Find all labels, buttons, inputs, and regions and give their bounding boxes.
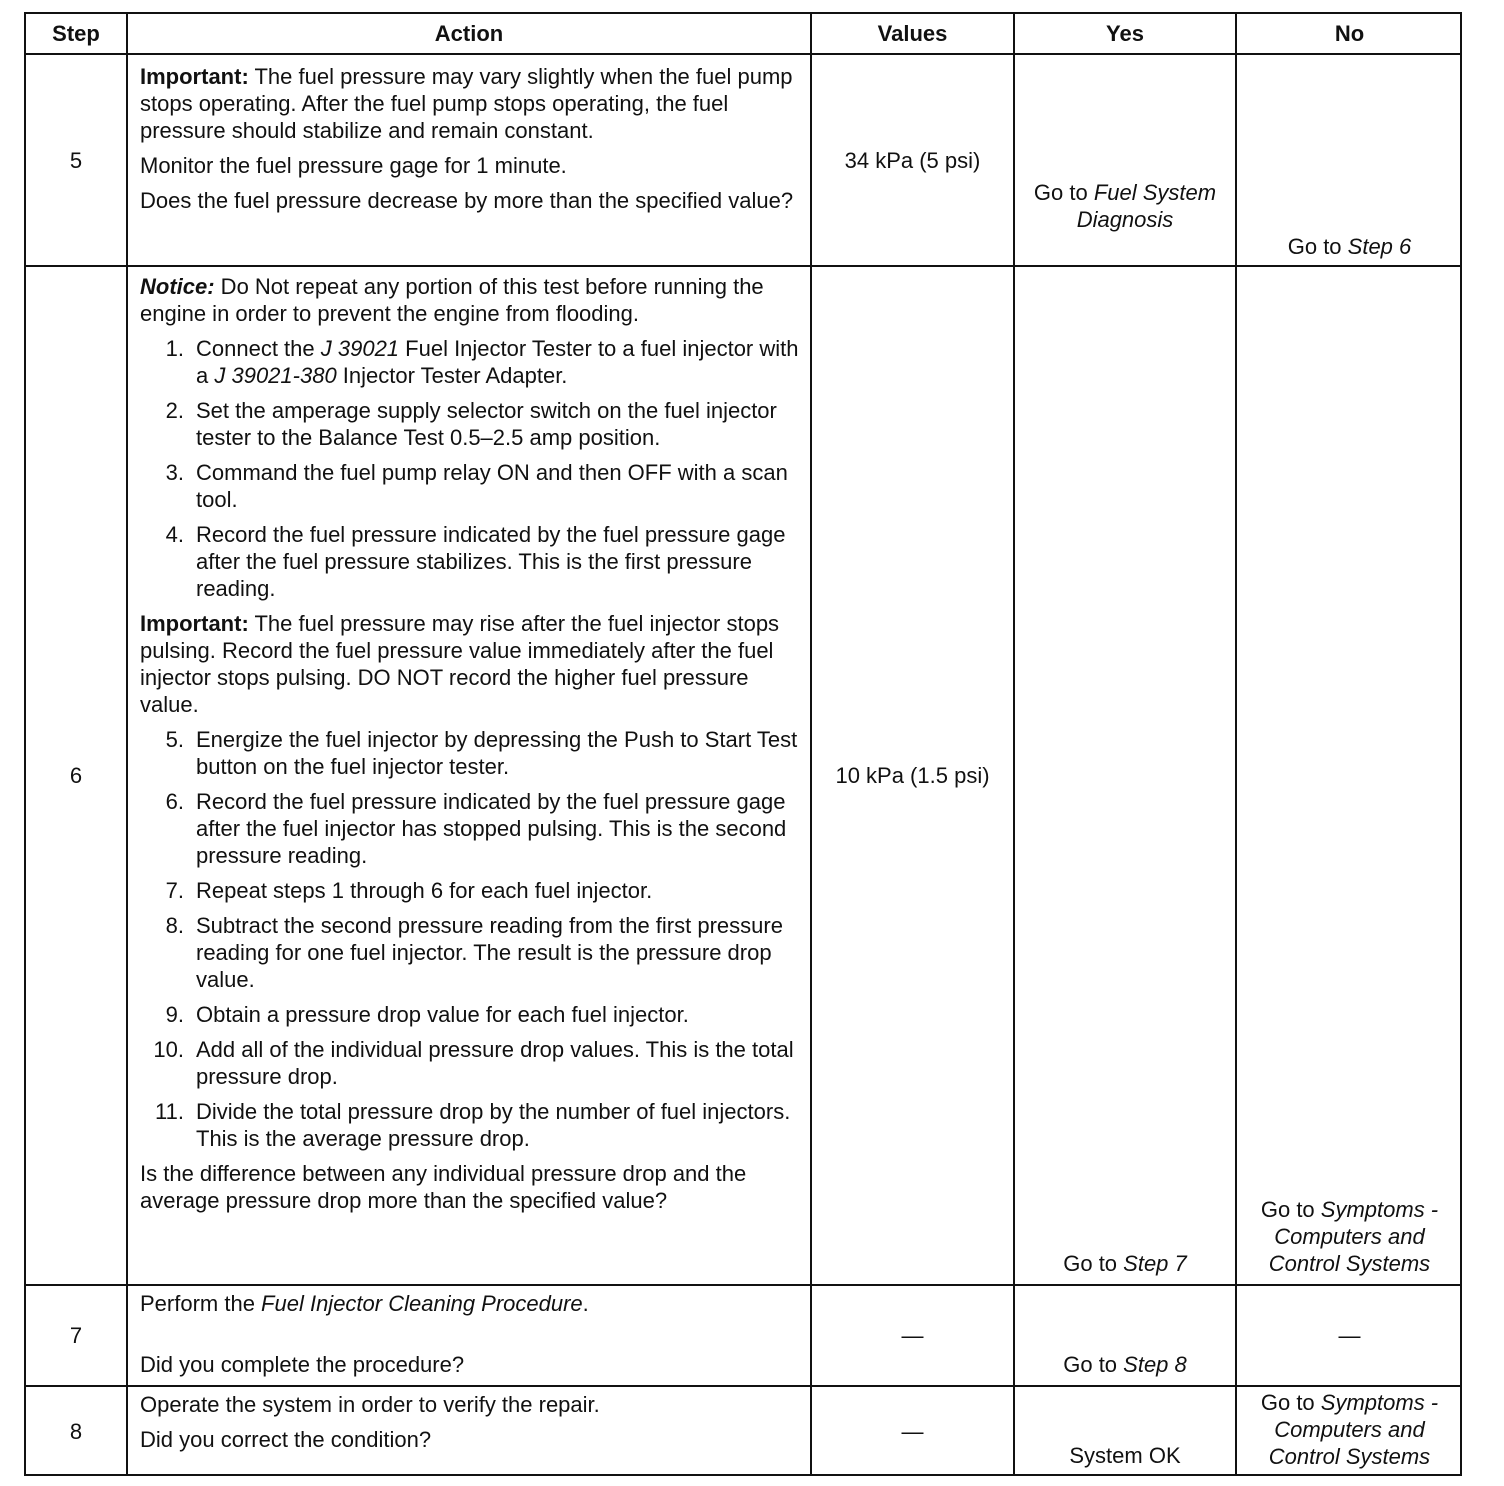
action-text: Operate the system in order to verify the repair. bbox=[140, 1392, 600, 1417]
step-number: 5 bbox=[69, 147, 83, 173]
procedure-step: 1. Connect the J 39021 Fuel Injector Tester to a fuel injector with a J 39021-380 Injector Tester Adapter. bbox=[165, 336, 799, 388]
header-yes: Yes bbox=[1106, 20, 1144, 46]
procedure-step: 2. Set the amperage supply selector switch on the fuel injector tester to the Balance Test 0.5–2.5 amp position. bbox=[165, 398, 777, 450]
yes-link[interactable]: Go to Step 8 bbox=[1063, 1352, 1187, 1377]
question-text: Did you complete the procedure? bbox=[140, 1352, 465, 1377]
action-cell bbox=[128, 267, 810, 1284]
no-link[interactable]: Go to Symptoms - Computers and Control Systems bbox=[1260, 1390, 1439, 1469]
procedure-step: 4. Record the fuel pressure indicated by the fuel pressure gage after the fuel pressure stabilizes. This is the first pressure reading. bbox=[165, 522, 786, 601]
yes-cell bbox=[1015, 1387, 1235, 1476]
action-text: Monitor the fuel pressure gage for 1 minute. bbox=[140, 153, 567, 178]
procedure-step: 8. Subtract the second pressure reading from the first pressure reading for one fuel injector. The result is the pressure drop value. bbox=[165, 913, 783, 992]
procedure-step: 3. Command the fuel pump relay ON and then OFF with a scan tool. bbox=[165, 460, 788, 512]
important-note: Important: The fuel pressure may rise after the fuel injector stops pulsing. Record the fuel pressure value immediately after the fuel injector stops pulsing. DO NOT record the higher fuel pressure value. bbox=[140, 611, 780, 717]
notice-note: Notice: Do Not repeat any portion of this test before running the engine in order to prevent the engine from flooding. bbox=[140, 274, 764, 326]
no-cell bbox=[1237, 55, 1462, 265]
procedure-step: 5. Energize the fuel injector by depressing the Push to Start Test button on the fuel injector tester. bbox=[165, 727, 798, 779]
step-number: 8 bbox=[69, 1419, 83, 1444]
action-cell bbox=[128, 1387, 810, 1476]
header-action: Action bbox=[434, 20, 504, 46]
value-text: — bbox=[901, 1419, 924, 1444]
question-text: Does the fuel pressure decrease by more than the specified value? bbox=[140, 188, 794, 213]
procedure-step: 9. Obtain a pressure drop value for each fuel injector. bbox=[165, 1002, 689, 1027]
yes-cell bbox=[1015, 267, 1235, 1284]
no-text: — bbox=[1338, 1323, 1361, 1348]
action-cell bbox=[128, 55, 810, 265]
procedure-link[interactable]: Fuel Injector Cleaning Procedure bbox=[261, 1291, 583, 1316]
no-link[interactable]: Go to Step 6 bbox=[1287, 234, 1412, 259]
question-text: Is the difference between any individual pressure drop and the average pressure drop more than the specified value? bbox=[140, 1161, 747, 1213]
no-cell bbox=[1237, 267, 1462, 1284]
procedure-step: 7. Repeat steps 1 through 6 for each fuel injector. bbox=[165, 878, 653, 903]
action-text: Perform the Fuel Injector Cleaning Procedure. bbox=[140, 1291, 589, 1316]
procedure-step: 10. Add all of the individual pressure drop values. This is the total pressure drop. bbox=[153, 1037, 794, 1089]
no-link[interactable]: Go to Symptoms - Computers and Control Systems bbox=[1260, 1197, 1439, 1276]
yes-link[interactable]: Go to Step 7 bbox=[1063, 1251, 1187, 1276]
yes-text: System OK bbox=[1069, 1443, 1181, 1468]
diagnostic-table bbox=[24, 12, 1462, 1476]
value-text: 10 kPa (1.5 psi) bbox=[835, 763, 990, 788]
important-note: Important: The fuel pressure may vary slightly when the fuel pump stops operating. After the fuel pump stops operating, the fuel pressure should stabilize and remain constant. bbox=[140, 64, 793, 143]
header-step: Step bbox=[52, 20, 100, 46]
action-cell bbox=[128, 1286, 810, 1385]
value-text: — bbox=[901, 1323, 924, 1348]
header-no: No bbox=[1334, 20, 1365, 46]
yes-cell bbox=[1015, 55, 1235, 265]
value-text: 34 kPa (5 psi) bbox=[844, 147, 981, 173]
header-values: Values bbox=[877, 20, 948, 46]
procedure-step: 6. Record the fuel pressure indicated by the fuel pressure gage after the fuel injector has stopped pulsing. This is the second pressure reading. bbox=[165, 789, 787, 868]
procedure-step: 11. Divide the total pressure drop by the number of fuel injectors. This is the average pressure drop. bbox=[155, 1099, 791, 1151]
question-text: Did you correct the condition? bbox=[140, 1427, 432, 1452]
step-number: 6 bbox=[69, 763, 83, 788]
no-cell bbox=[1237, 1387, 1462, 1476]
step-number: 7 bbox=[69, 1323, 83, 1348]
yes-cell bbox=[1015, 1286, 1235, 1385]
yes-link[interactable]: Go to Fuel System Diagnosis bbox=[1033, 180, 1217, 232]
